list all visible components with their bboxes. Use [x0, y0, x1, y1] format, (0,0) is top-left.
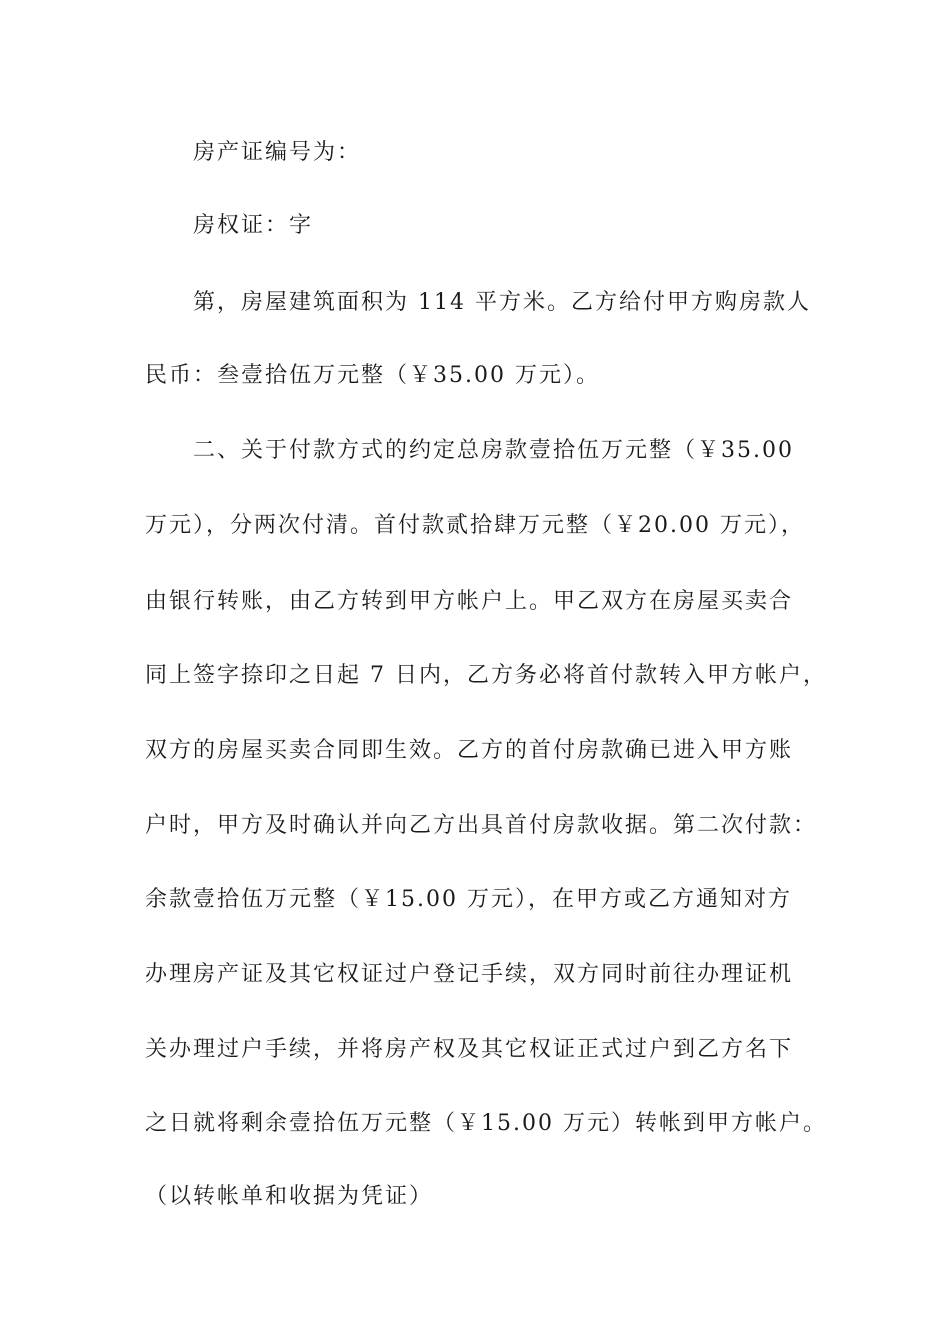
text-line: 双方的房屋买卖合同即生效。乙方的首付房款确已进入甲方账: [145, 738, 794, 763]
text-line: 二、关于付款方式的约定总房款壹拾伍万元整（￥35.00: [193, 438, 794, 463]
text-line: 房产证编号为：: [193, 140, 362, 165]
text-line: 由银行转账，由乙方转到甲方帐户上。甲乙双方在房屋买卖合: [145, 589, 794, 614]
text-line: 万元），分两次付清。首付款贰拾肆万元整（￥20.00 万元），: [145, 513, 805, 538]
text-line: 关办理过户手续，并将房产权及其它权证正式过户到乙方名下: [145, 1037, 794, 1062]
text-line: 办理房产证及其它权证过户登记手续，双方同时前往办理证机: [145, 962, 794, 987]
text-line: （以转帐单和收据为凭证）: [145, 1184, 434, 1209]
text-line: 之日就将剩余壹拾伍万元整（￥15.00 万元）转帐到甲方帐户。: [145, 1111, 827, 1136]
text-line: 同上签字捺印之日起 7 日内，乙方务必将首付款转入甲方帐户，: [145, 663, 827, 688]
text-line: 户时，甲方及时确认并向乙方出具首付房款收据。第二次付款：: [145, 813, 818, 838]
text-line: 民币：叁壹拾伍万元整（￥35.00 万元）。: [145, 363, 600, 388]
text-line: 第，房屋建筑面积为 114 平方米。乙方给付甲方购房款人: [193, 290, 811, 315]
text-line: 余款壹拾伍万元整（￥15.00 万元），在甲方或乙方通知对方: [145, 887, 792, 912]
text-line: 房权证：字: [193, 213, 314, 238]
